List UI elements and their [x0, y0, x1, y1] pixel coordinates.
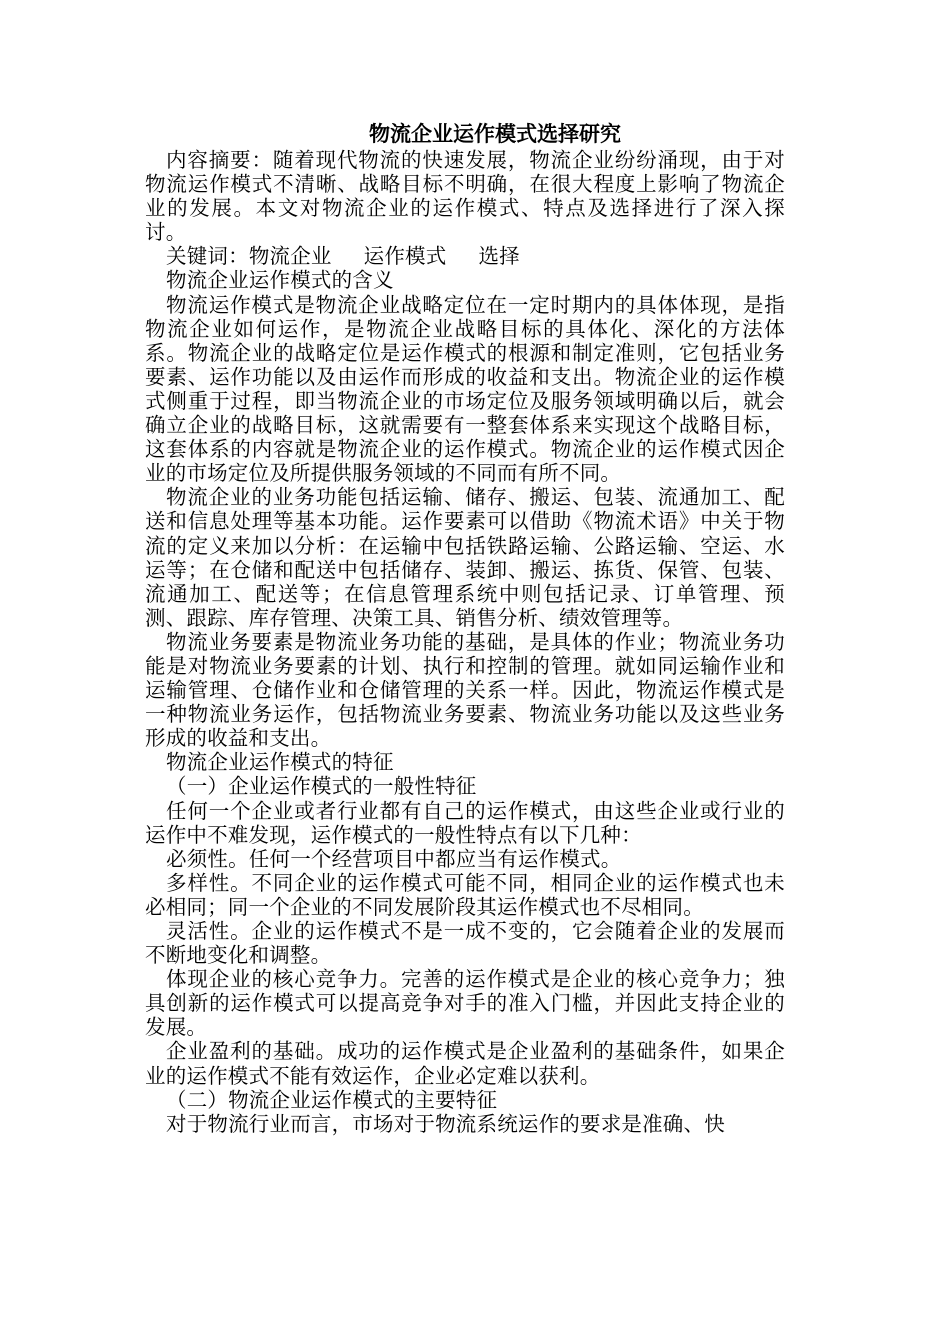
keyword-2: 运作模式 — [363, 244, 447, 269]
body-paragraph: 多样性。不同企业的运作模式可能不同，相同企业的运作模式也未必相同；同一个企业的不同发展阶段其运作模式也不尽相同。 — [145, 870, 785, 919]
body-paragraph: 物流业务要素是物流业务功能的基础，是具体的作业；物流业务功能是对物流业务要素的计划、执行和控制的管理。就如同运输作业和运输管理、仓储作业和仓储管理的关系一样。因此，物流运作模式是一种物流业务运作，包括物流业务要素、物流业务功能以及这些业务形成的收益和支出。 — [145, 629, 785, 751]
body-paragraph: 物流运作模式是物流企业战略定位在一定时期内的具体体现，是指物流企业如何运作，是物流企业战略目标的具体化、深化的方法体系。物流企业的战略定位是运作模式的根源和制定准则，它包括业务要素、运作功能以及由运作而形成的收益和支出。物流企业的运作模式侧重于过程，即当物流企业的市场定位及服务领域明确以后，就会确立企业的战略目标，这就需要有一整套体系来实现这个战略目标，这套体系的内容就是物流企业的运作模式。物流企业的运作模式因企业的市场定位及所提供服务领域的不同而有所不同。 — [145, 292, 785, 486]
subsection-heading: （二）物流企业运作模式的主要特征 — [166, 1087, 498, 1112]
body-paragraph: 企业盈利的基础。成功的运作模式是企业盈利的基础条件，如果企业的运作模式不能有效运作，企业必定难以获利。 — [145, 1039, 785, 1088]
document-page — [145, 120, 785, 1136]
section-heading: 物流企业运作模式的特征 — [166, 750, 394, 775]
body-paragraph: 物流企业的业务功能包括运输、储存、搬运、包装、流通加工、配送和信息处理等基本功能。运作要素可以借助《物流术语》中关于物流的定义来加以分析：在运输中包括铁路运输、公路运输、空运、水运等；在仓储和配送中包括储存、装卸、搬运、拣货、保管、包装、流通加工、配送等；在信息管理系统中则包括记录、订单管理、预测、跟踪、库存管理、决策工具、销售分析、绩效管理等。 — [145, 485, 785, 630]
abstract-paragraph: 内容摘要：随着现代物流的快速发展，物流企业纷纷涌现，由于对物流运作模式不清晰、战略目标不明确，在很大程度上影响了物流企业的发展。本文对物流企业的运作模式、特点及选择进行了深入探讨。 — [145, 148, 785, 245]
section-heading: 物流企业运作模式的含义 — [166, 268, 394, 293]
body-paragraph: 对于物流行业而言，市场对于物流系统运作的要求是准确、快 — [166, 1111, 725, 1136]
body-paragraph: 灵活性。企业的运作模式不是一成不变的，它会随着企业的发展而不断地变化和调整。 — [145, 919, 785, 968]
body-paragraph: 必须性。任何一个经营项目中都应当有运作模式。 — [166, 846, 622, 871]
keywords-line — [145, 244, 785, 268]
document-title: 物流企业运作模式选择研究 — [369, 121, 621, 146]
keywords-label: 关键词： — [166, 244, 249, 269]
keyword-3: 选择 — [478, 244, 520, 269]
subsection-heading: （一）企业运作模式的一般性特征 — [166, 774, 477, 799]
body-paragraph: 任何一个企业或者行业都有自己的运作模式，由这些企业或行业的运作中不难发现，运作模式的一般性特点有以下几种： — [145, 798, 785, 847]
keyword-1: 物流企业 — [248, 244, 332, 269]
body-paragraph: 体现企业的核心竞争力。完善的运作模式是企业的核心竞争力；独具创新的运作模式可以提高竞争对手的准入门槛，并因此支持企业的发展。 — [145, 967, 785, 1040]
